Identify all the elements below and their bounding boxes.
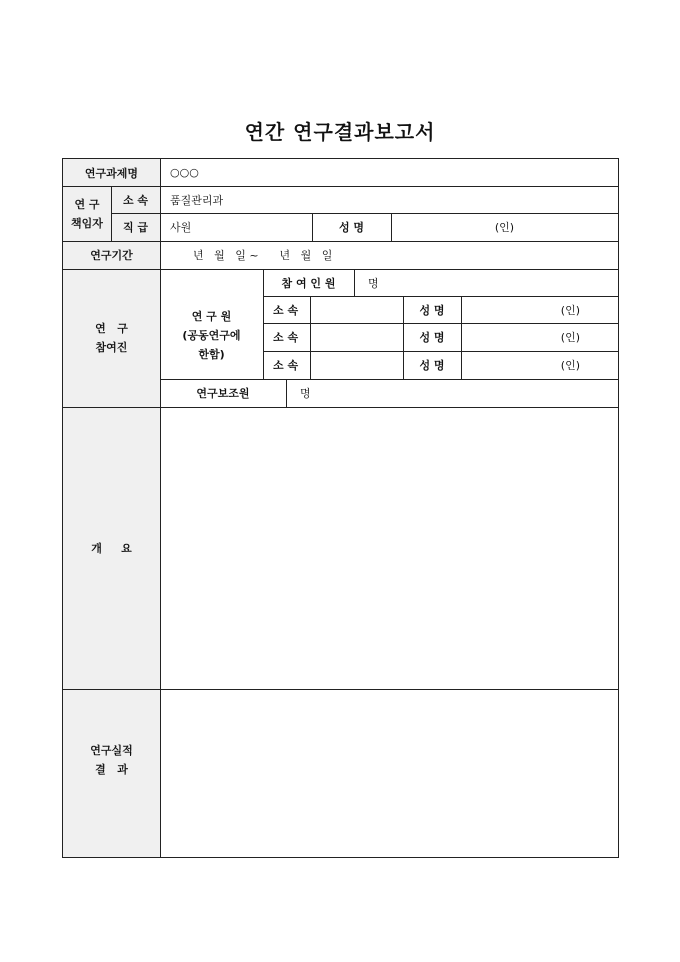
lead-group-label [63,186,111,241]
document-title: 연간 연구결과보고서 [244,120,436,144]
summary-content[interactable] [160,407,618,689]
divider [391,213,392,241]
participant-affiliation-label: 소 속 [273,331,299,344]
divider [310,296,311,379]
divider [63,241,618,242]
researcher-label-2: (공동연구에 [182,328,241,342]
participant-affiliation-value[interactable] [310,323,403,351]
participants-group-label-1: 연 구 [95,322,128,335]
divider [354,269,355,296]
participant-seal[interactable]: (인) [560,303,580,317]
participant-seal[interactable]: (인) [560,331,580,344]
results-label-2: 결 과 [95,763,128,776]
divider [160,159,161,857]
participants-group-label-2: 참여진 [95,341,128,354]
report-form [62,158,619,858]
results-content[interactable] [160,689,618,857]
lead-name-label: 성 명 [312,213,391,241]
participant-count-unit[interactable]: 명 [368,276,379,290]
participants-group-label [63,269,160,407]
divider [263,351,618,352]
divider [286,379,287,407]
period-value[interactable]: 년 월 일 ~ 년 월 일 [193,249,333,262]
divider [63,407,618,408]
participant-name-label: 성 명 [419,303,445,317]
researcher-label-1: 연 구 원 [191,309,232,323]
assistant-unit[interactable]: 명 [300,387,311,400]
results-label [63,689,160,857]
lead-affiliation-value[interactable]: 품질관리과 [170,193,224,207]
lead-seal[interactable]: (인) [494,221,515,234]
divider [263,269,264,379]
participant-seal[interactable]: (인) [560,359,580,372]
divider [263,296,618,297]
participant-affiliation-value[interactable] [310,351,403,379]
divider [63,269,618,270]
participant-name-label: 성 명 [419,331,445,344]
lead-rank-value[interactable]: 사원 [170,221,192,234]
project-name-value[interactable]: ○○○ [170,166,199,179]
lead-group-label-1: 연 구 [74,197,100,211]
lead-affiliation-label: 소 속 [111,186,160,213]
participant-name-label: 성 명 [419,359,445,372]
divider [461,296,462,379]
lead-rank-label: 직 급 [111,213,160,241]
participant-count-label: 참 여 인 원 [281,276,336,290]
results-label-1: 연구실적 [90,744,133,757]
divider [111,186,112,241]
divider [263,323,618,324]
divider [63,689,618,690]
divider [403,296,404,379]
participant-affiliation-label: 소 속 [273,303,299,317]
project-name-label: 연구과제명 [63,159,160,186]
participant-affiliation-label: 소 속 [273,359,299,372]
divider [63,186,618,187]
lead-group-label-2: 책임자 [71,216,103,230]
participant-affiliation-value[interactable] [310,296,403,323]
researcher-label-3: 한함) [198,347,225,361]
divider [160,379,618,380]
summary-label: 개 요 [63,407,160,689]
divider [111,213,618,214]
period-label: 연구기간 [63,241,160,269]
assistant-label: 연구보조원 [196,387,250,400]
divider [312,213,313,241]
researcher-label [160,269,263,379]
